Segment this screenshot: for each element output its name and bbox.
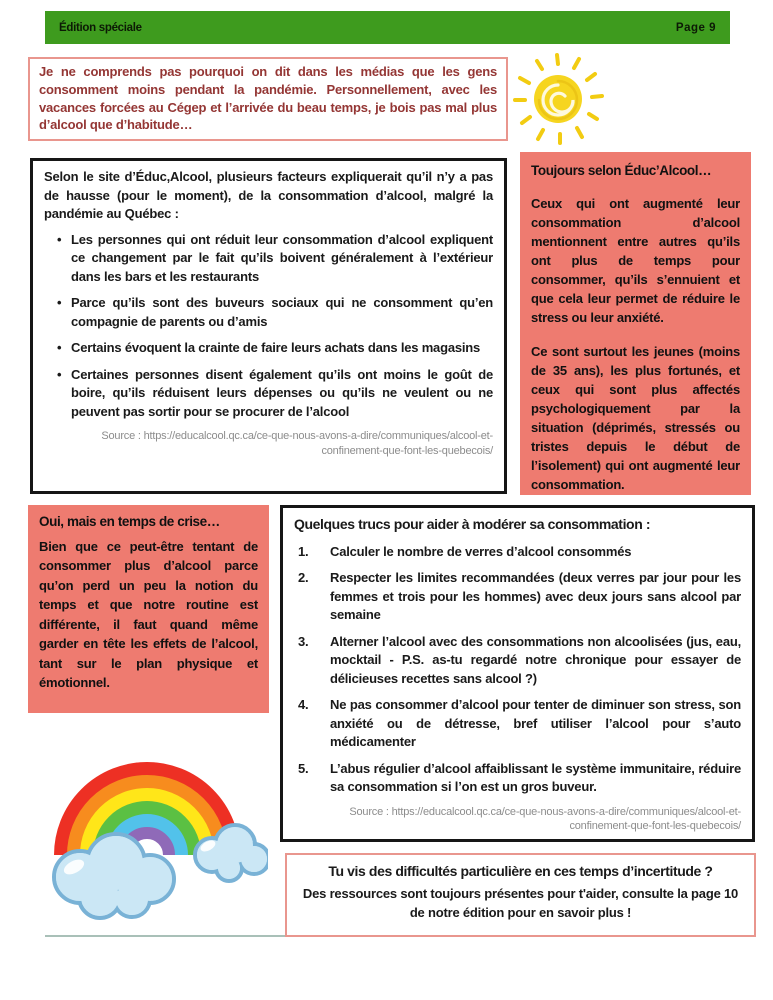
item-number: 1.	[298, 543, 309, 559]
numbered-item	[294, 569, 741, 625]
bullet-marker: •	[57, 366, 62, 382]
facts-intro: Selon le site d’Éduc,Alcool, plusieurs facteurs expliquerait qu’il n’y a pas de hausse (pour le moment), de la consommation d’alcool, malgré la pandémie au Québec :	[44, 169, 493, 221]
bullet-marker: •	[57, 340, 62, 355]
source-citation: Source : https://educalcool.qc.ca/ce-que-nous-avons-a-dire/communiques/alcool-et-confinement-que-font-les-quebecois/	[101, 430, 493, 457]
list-item	[44, 231, 493, 287]
intro-quote-text: Je ne comprends pas pourquoi on dit dans les médias que les gens consomment moins pendant la pandémie. Personnellement, avec les vacances forcées au Cégep et l’arrivée du beau temps, je bois pas mal plus d’alcool que d’habitude…	[39, 64, 497, 133]
item-number: 4.	[298, 697, 309, 712]
bullet-text: Les personnes qui ont réduit leur consommation d’alcool expliquent ce changement par le fait qu’ils boivent généralement à l’extérieur dans les bars et les restaurants	[71, 231, 493, 284]
item-text: Ne pas consommer d’alcool pour tenter de diminuer son stress, son anxiété ou de détresse, bref utiliser l’alcool pour s’auto médicamenter	[330, 697, 741, 749]
page-number: Page 9	[675, 21, 716, 34]
footer-divider	[45, 935, 285, 937]
source-citation: Source : https://educalcool.qc.ca/ce-que-nous-avons-a-dire/communiques/alcool-et-confinement-que-font-les-quebecois/	[349, 805, 741, 832]
facts-box	[30, 158, 507, 494]
list-item	[44, 366, 493, 422]
bullet-marker: •	[57, 231, 62, 247]
toujours-title: Toujours selon Éduc’Alcool…	[531, 163, 712, 178]
toujours-paragraph: Ce sont surtout les jeunes (moins de 35 ans), les plus fortunés, et ceux qui sont plus affectés psychologiquement par la situation (déprimés, stressés ou tristes depuis le début de l’isolement) qui ont augmenté leur consommation.	[531, 344, 740, 492]
bullet-text: Parce qu’ils sont des buveurs sociaux qui ne consomment qu’en compagnie de parents ou d’amis	[71, 295, 493, 329]
crise-box	[28, 505, 269, 713]
item-number: 2.	[298, 570, 309, 585]
item-text: Calculer le nombre de verres d’alcool consommés	[330, 543, 632, 559]
intro-quote-box	[28, 57, 508, 141]
numbered-item	[294, 633, 741, 689]
item-number: 3.	[298, 633, 309, 649]
help-box	[285, 853, 756, 937]
rainbow-icon	[28, 727, 268, 932]
bullet-marker: •	[57, 295, 62, 310]
numbered-item	[294, 760, 741, 797]
item-text: Respecter les limites recommandées (deux verres par jour pour les femmes et trois pour les hommes) avec deux jours sans alcool par semaine	[330, 570, 741, 622]
crise-title: Oui, mais en temps de crise…	[39, 514, 220, 529]
edition-title: Édition spéciale	[59, 21, 142, 34]
item-text: L’abus régulier d’alcool affaiblissant le système immunitaire, réduire sa consommation si l’on est un gros buveur.	[330, 760, 741, 794]
sun-icon	[510, 52, 606, 148]
list-item	[44, 339, 493, 358]
numbered-item	[294, 696, 741, 752]
trucs-box	[280, 505, 755, 842]
bullet-text: Certains évoquent la crainte de faire leurs achats dans les magasins	[71, 340, 481, 355]
help-body: Des ressources sont toujours présentes pour t'aider, consulte la page 10 de notre édition pour en savoir plus !	[302, 886, 739, 920]
toujours-box	[520, 152, 751, 495]
toujours-paragraph: Ceux qui ont augmenté leur consommation d’alcool mentionnent entre autres qu’ils ont plus de temps pour consommer, qu’ils s’ennuient et que cela leur permet de réduire le stress ou leur anxiété.	[531, 196, 740, 325]
bullet-text: Certaines personnes disent également qu’ils ont moins le goût de boire, qu’ils réduisent leurs dépenses ou qu’ils ne veulent ou ne peuvent pas sortir pour se procurer de l’alcool	[71, 366, 493, 419]
list-item	[44, 294, 493, 331]
header-bar	[45, 11, 730, 44]
item-text: Alterner l’alcool avec des consommations non alcoolisées (jus, eau, mocktail - P.S. as-tu regardé notre chronique pour essayer de délicieuses recettes sans alcool ?)	[330, 633, 741, 686]
crise-body: Bien que ce peut-être tentant de consommer plus d’alcool parce qu’on perd un peu la notion du temps et que notre routine est différente, il faut quand même garder en tête les effets de l’alcool, tant sur le plan physique et émotionnel.	[39, 538, 258, 690]
trucs-title: Quelques trucs pour aider à modérer sa consommation :	[294, 516, 651, 532]
item-number: 5.	[298, 760, 309, 776]
help-title: Tu vis des difficultés particulière en ces temps d’incertitude ?	[328, 863, 713, 879]
numbered-item	[294, 543, 741, 562]
